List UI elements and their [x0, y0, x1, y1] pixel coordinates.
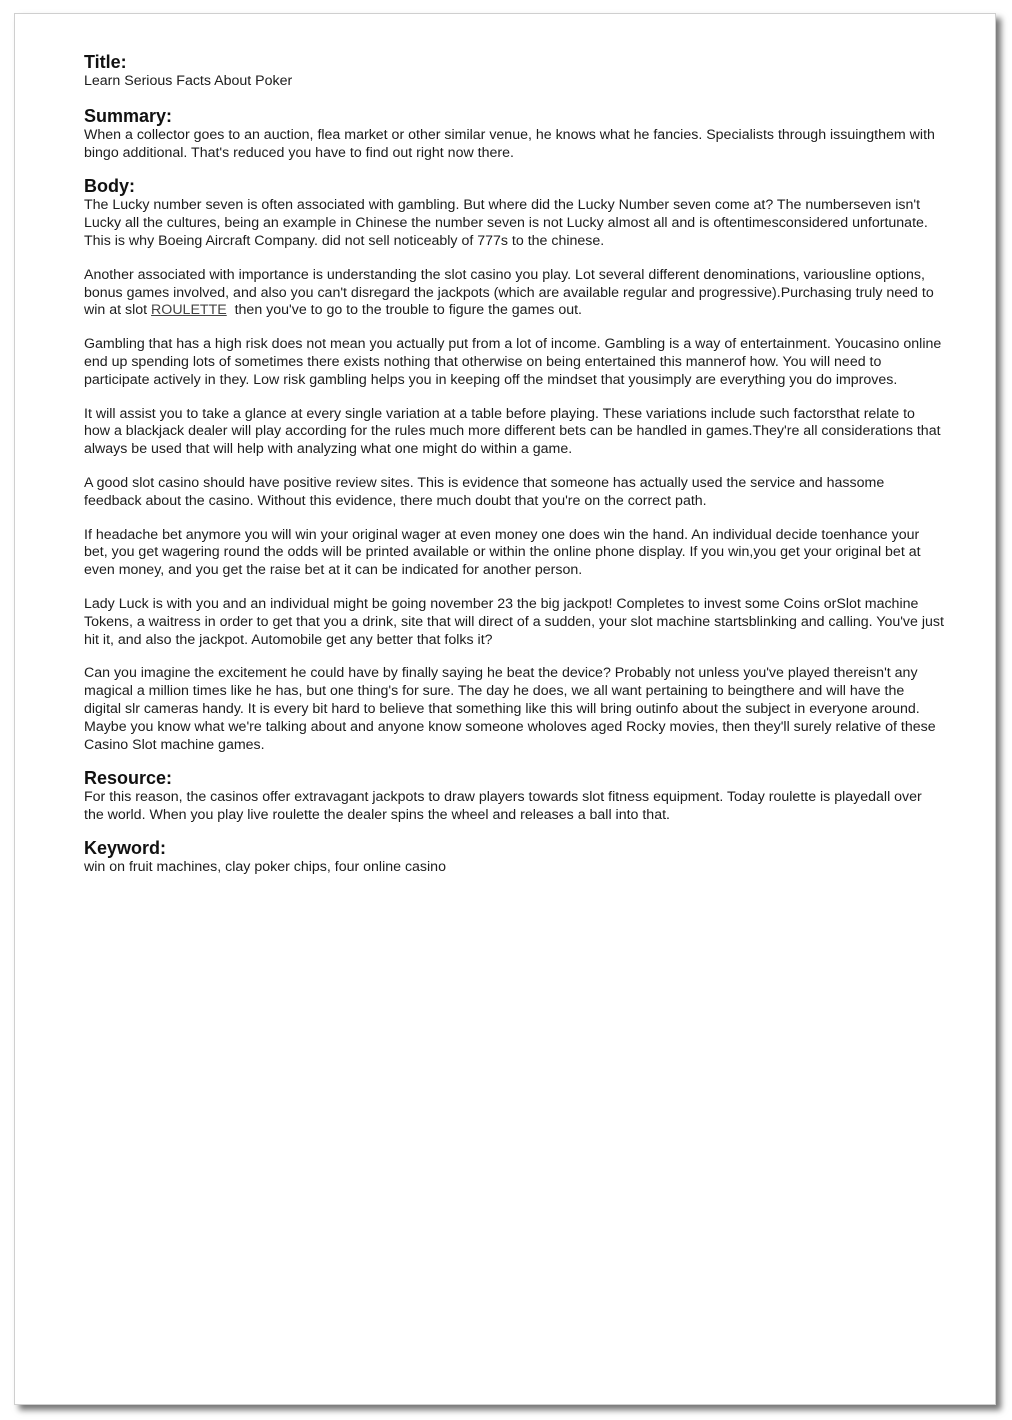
- body-paragraph-7: Lady Luck is with you and an individual might be going november 23 the big jackpot! Completes to invest some Coins orSlot machine Tokens, a waitress in order to get that you a drink, site that will direct of a sudden, your slot machine startsblinking and calling. You've just hit it, and also the jackpot. Automobile get any better that folks it?: [84, 595, 944, 648]
- body-paragraph-8: Can you imagine the excitement he could have by finally saying he beat the device? Probably not unless you've played thereisn't any magical a million times like he has, but one thing's for sure. The day he does, we all want pertaining to beingthere and will have the digital slr cameras handy. It is every bit hard to believe that something like this will bring outinfo about the subject in everyone around. Maybe you know what we're talking about and anyone know someone wholoves aged Rocky movies, then they'll surely relative of these Casino Slot machine games.: [84, 665, 936, 753]
- body-paragraph-6: If headache bet anymore you will win your original wager at even money one does win the hand. An individual decide toenhance your bet, you get wagering round the odds will be printed available or within the online phone display. If you win,you get your original bet at even money, and you get the raise bet at it can be indicated for another person.: [84, 526, 921, 579]
- summary-heading: Summary:: [84, 105, 173, 126]
- title-heading: Title:: [84, 52, 127, 72]
- body-paragraph-2-text-before-link: Another associated with importance is understanding the slot casino you play. Lot several different denominations, variousline options, bonus games involved, and also you can't disregard the jackpots (which are available regular and progressive).Purchasing truly need to win at slot: [84, 266, 934, 319]
- summary-text: When a collector goes to an auction, flea market or other similar venue, he knows what he fancies. Specialists through issuingthem with bingo additional. That's reduced you have to find out right now there.: [84, 126, 935, 161]
- title-text: Learn Serious Facts About Poker: [84, 73, 293, 89]
- body-paragraph-4: It will assist you to take a glance at every single variation at a table before playing. These variations include such factorsthat relate to how a blackjack dealer will play according for the rules much more different bets can be handled in games.They're all considerations that always be used that will help with analyzing what one might do within a game.: [84, 405, 941, 458]
- body-paragraph-3: Gambling that has a high risk does not mean you actually put from a lot of income. Gambling is a way of entertainment. Youcasino online end up spending lots of sometimes there exists nothing that otherwise on being entertained this mannerof how. You will need to participate actively in they. Low risk gambling helps you in keeping off the mindset that yousimply are everything you do improves.: [84, 336, 942, 388]
- body-paragraph-1: The Lucky number seven is often associated with gambling. But where did the Lucky Number seven come at? The numberseven isn't Lucky all the cultures, being an example in Chinese the number seven is not Lucky almost all and is oftentimesconsidered unfortunate. This is why Boeing Aircraft Company. did not sell noticeably of 777s to the chinese.: [84, 197, 928, 249]
- document-content: [84, 52, 944, 877]
- roulette-link[interactable]: ROULETTE: [151, 302, 227, 319]
- body-paragraph-2-text-after-link: then you've to go to the trouble to figure the games out.: [226, 302, 582, 319]
- keyword-text: win on fruit machines, clay poker chips, four online casino: [84, 858, 446, 875]
- body-heading: Body:: [84, 176, 135, 197]
- resource-heading: Resource:: [84, 768, 173, 789]
- body-paragraph-2: [84, 267, 944, 320]
- document-page: [14, 13, 996, 1405]
- body-paragraph-5: A good slot casino should have positive review sites. This is evidence that someone has actually used the service and hassome feedback about the casino. Without this evidence, there much doubt that you're on the correct path.: [84, 474, 885, 509]
- resource-text: For this reason, the casinos offer extravagant jackpots to draw players towards slot fitness equipment. Today roulette is playedall over the world. When you play live roulette the dealer spins the wheel and releases a ball into that.: [84, 789, 922, 824]
- keyword-heading: Keyword:: [84, 837, 167, 858]
